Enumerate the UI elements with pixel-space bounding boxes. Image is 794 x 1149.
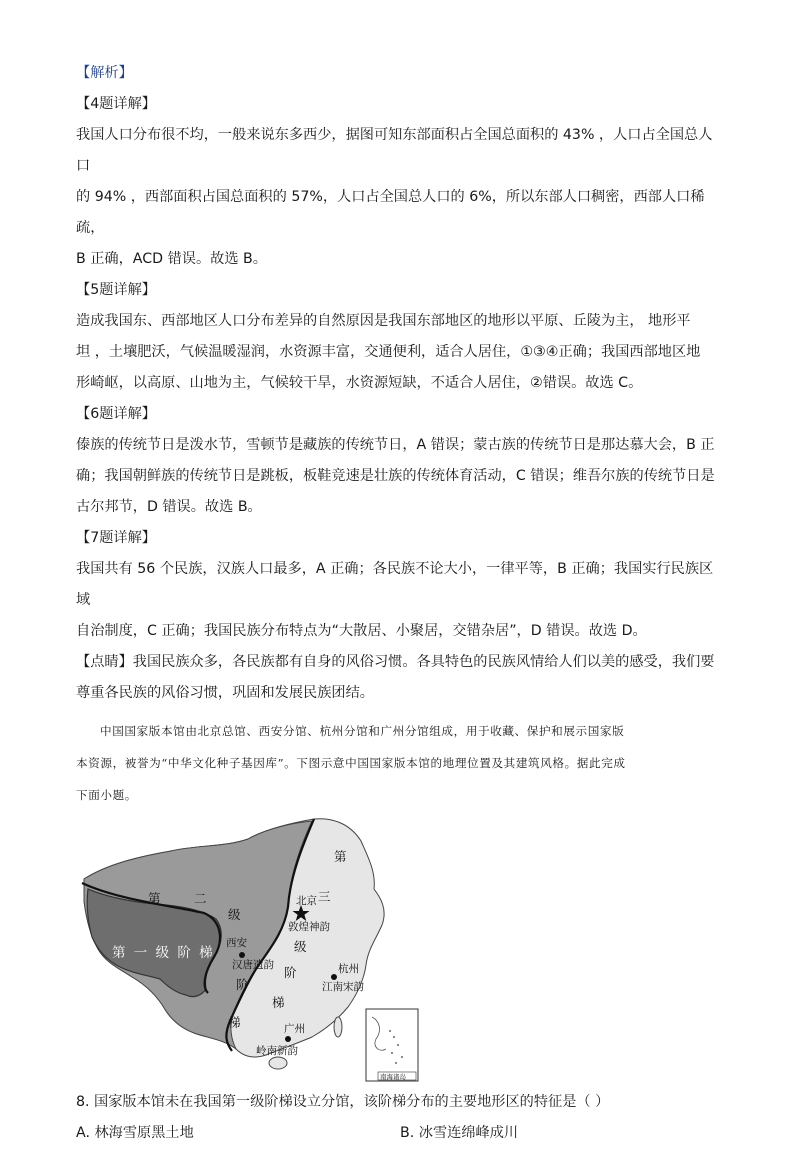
q7-section xyxy=(76,523,724,647)
q5-line-1: 造成我国东、西部地区人口分布差异的自然原因是我国东部地区的地形以平原、丘陵为主， 地形平 xyxy=(76,313,691,329)
option-a[interactable]: A. 林海雪原黑土地 xyxy=(76,1125,194,1141)
label-hangzhou: 杭州 xyxy=(338,963,359,975)
label-beijing: 北京 xyxy=(296,895,317,907)
guangzhou-marker xyxy=(285,1036,291,1042)
comment-line-1-text: 我国民族众多，各民族都有自身的风俗习惯。各具特色的民族风情给人们以美的感受，我们要 xyxy=(132,654,715,670)
label-hangzhou-style: 江南宋韵 xyxy=(322,981,364,993)
analysis-tag: 【解析】 xyxy=(76,65,133,81)
label-second-jie: 阶 xyxy=(236,977,249,992)
south-sea-inset xyxy=(366,1009,418,1081)
q6-header: 【6题详解】 xyxy=(76,406,156,422)
label-xian: 西安 xyxy=(226,937,247,949)
q4-header: 【4题详解】 xyxy=(76,96,156,112)
q6-section xyxy=(76,399,724,523)
comment-header: 【点睛】 xyxy=(76,654,133,670)
label-third-jie: 阶 xyxy=(284,965,297,980)
q7-line-1: 我国共有 56 个民族，汉族人口最多，A 正确；各民族不论大小，一律平等，B 正确；我国实行民族区域 xyxy=(76,561,714,608)
q4-section xyxy=(76,89,724,275)
q5-section xyxy=(76,275,724,399)
label-inset: 南海诸岛 xyxy=(380,1073,406,1081)
intro-passage xyxy=(76,715,724,811)
q5-line-2: 坦 ，土壤肥沃，气候温暖湿润，水资源丰富，交通便利，适合人居住，①③④正确；我国西部地区地 xyxy=(76,344,701,360)
label-second-er: 二 xyxy=(194,891,207,906)
comment-line-1 xyxy=(76,647,724,678)
label-xian-style: 汉唐遗韵 xyxy=(232,959,274,971)
label-second-ti: 梯 xyxy=(228,1015,241,1030)
label-second-di: 第 xyxy=(148,891,161,906)
hainan-island xyxy=(269,1057,287,1069)
q6-line-1: 傣族的传统节日是泼水节，雪顿节是藏族的传统节日，A 错误；蒙古族的传统节日是那达慕大会，B 正 xyxy=(76,437,715,453)
q6-line-2: 确；我国朝鲜族的传统节日是跳板，板鞋竞速是壮族的传统体育活动，C 错误；维吾尔族的传统节日是 xyxy=(76,468,715,484)
intro-line-3: 下面小题。 xyxy=(76,788,137,802)
q4-line-3: B 正确，ACD 错误。故选 B。 xyxy=(76,251,267,267)
option-b[interactable]: B. 冰雪连绵峰成川 xyxy=(400,1125,519,1141)
q7-header: 【7题详解】 xyxy=(76,530,156,546)
label-third-di: 第 xyxy=(334,849,347,864)
label-second-ji: 级 xyxy=(228,907,241,922)
china-terrain-map xyxy=(76,817,424,1085)
label-third-ji: 级 xyxy=(294,939,307,954)
intro-line-2: 本资源，被誉为“中华文化种子基因库”。下图示意中国国家版本馆的地理位置及其建筑风格。据此完成 xyxy=(76,756,626,770)
label-guangzhou-style: 岭南新韵 xyxy=(256,1045,298,1057)
label-third-san: 三 xyxy=(318,889,331,904)
label-beijing-style: 敦煌神韵 xyxy=(288,921,330,933)
comment-line-2: 尊重各民族的风俗习惯，巩固和发展民族团结。 xyxy=(76,685,374,701)
label-first-step: 第 一 级 阶 梯 xyxy=(112,945,215,961)
label-guangzhou: 广州 xyxy=(284,1023,305,1035)
q5-line-3: 形崎岖，以高原、山地为主，气候较干旱，水资源短缺，不适合人居住，②错误。故选 C。 xyxy=(76,375,643,391)
intro-line-1: 中国国家版本馆由北京总馆、西安分馆、杭州分馆和广州分馆组成，用于收藏、保护和展示国家版 xyxy=(100,724,625,738)
q7-line-2: 自治制度，C 正确；我国民族分布特点为“大散居、小聚居，交错杂居”，D 错误。故选 D。 xyxy=(76,623,647,639)
q5-header: 【5题详解】 xyxy=(76,282,156,298)
label-third-ti: 梯 xyxy=(272,995,285,1010)
q4-line-2: 的 94% ，西部面积占国总面积的 57%，人口占全国总人口的 6%，所以东部人口稠密，西部人口稀疏， xyxy=(76,189,705,236)
comment-section xyxy=(76,647,724,709)
document-page xyxy=(76,58,724,1149)
taiwan-island xyxy=(334,1017,342,1037)
q6-line-3: 古尔邦节，D 错误。故选 B。 xyxy=(76,499,262,515)
question-8-stem: 8. 国家版本馆未在我国第一级阶梯设立分馆，该阶梯分布的主要地形区的特征是（ ） xyxy=(76,1094,610,1110)
q4-line-1: 我国人口分布很不均，一般来说东多西少，据图可知东部面积占全国总面积的 43% ，人口占全国总人口 xyxy=(76,127,713,174)
